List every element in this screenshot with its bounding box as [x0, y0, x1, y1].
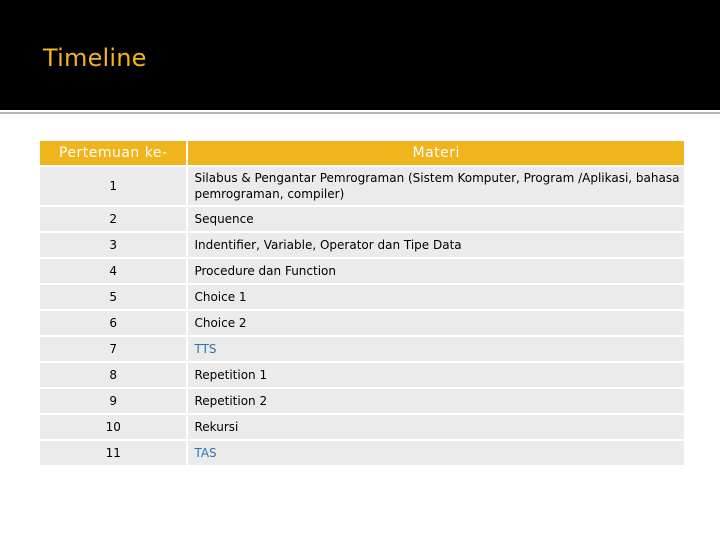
table-row — [40, 389, 684, 415]
table-row — [40, 311, 684, 337]
row-materi: Indentifier, Variable, Operator dan Tipe Data — [188, 233, 684, 259]
table-row — [40, 441, 684, 467]
table-row — [40, 285, 684, 311]
row-materi: Repetition 1 — [188, 363, 684, 389]
table-row — [40, 259, 684, 285]
row-materi: TAS — [188, 441, 684, 467]
row-number: 1 — [40, 167, 188, 207]
table-row — [40, 415, 684, 441]
header-materi: Materi — [188, 141, 684, 167]
header-pertemuan: Pertemuan ke- — [40, 141, 188, 167]
row-materi: Choice 1 — [188, 285, 684, 311]
row-number: 5 — [40, 285, 188, 311]
row-materi: Choice 2 — [188, 311, 684, 337]
row-number: 10 — [40, 415, 188, 441]
timeline-table — [40, 141, 684, 467]
row-materi: Repetition 2 — [188, 389, 684, 415]
row-number: 3 — [40, 233, 188, 259]
row-number: 7 — [40, 337, 188, 363]
table-header-row — [40, 141, 684, 167]
row-materi: Silabus & Pengantar Pemrograman (Sistem Komputer, Program /Aplikasi, bahasa pemrograman, compiler) — [188, 167, 684, 207]
table-row — [40, 207, 684, 233]
title-bar — [0, 0, 720, 110]
row-number: 2 — [40, 207, 188, 233]
row-materi: Rekursi — [188, 415, 684, 441]
row-number: 6 — [40, 311, 188, 337]
table-row — [40, 233, 684, 259]
row-number: 11 — [40, 441, 188, 467]
row-number: 9 — [40, 389, 188, 415]
row-materi: TTS — [188, 337, 684, 363]
row-number: 8 — [40, 363, 188, 389]
row-number: 4 — [40, 259, 188, 285]
title-divider — [0, 112, 720, 114]
table-row — [40, 337, 684, 363]
table-row — [40, 363, 684, 389]
page-title: Timeline — [43, 44, 147, 72]
row-materi: Procedure dan Function — [188, 259, 684, 285]
row-materi: Sequence — [188, 207, 684, 233]
table-row — [40, 167, 684, 207]
